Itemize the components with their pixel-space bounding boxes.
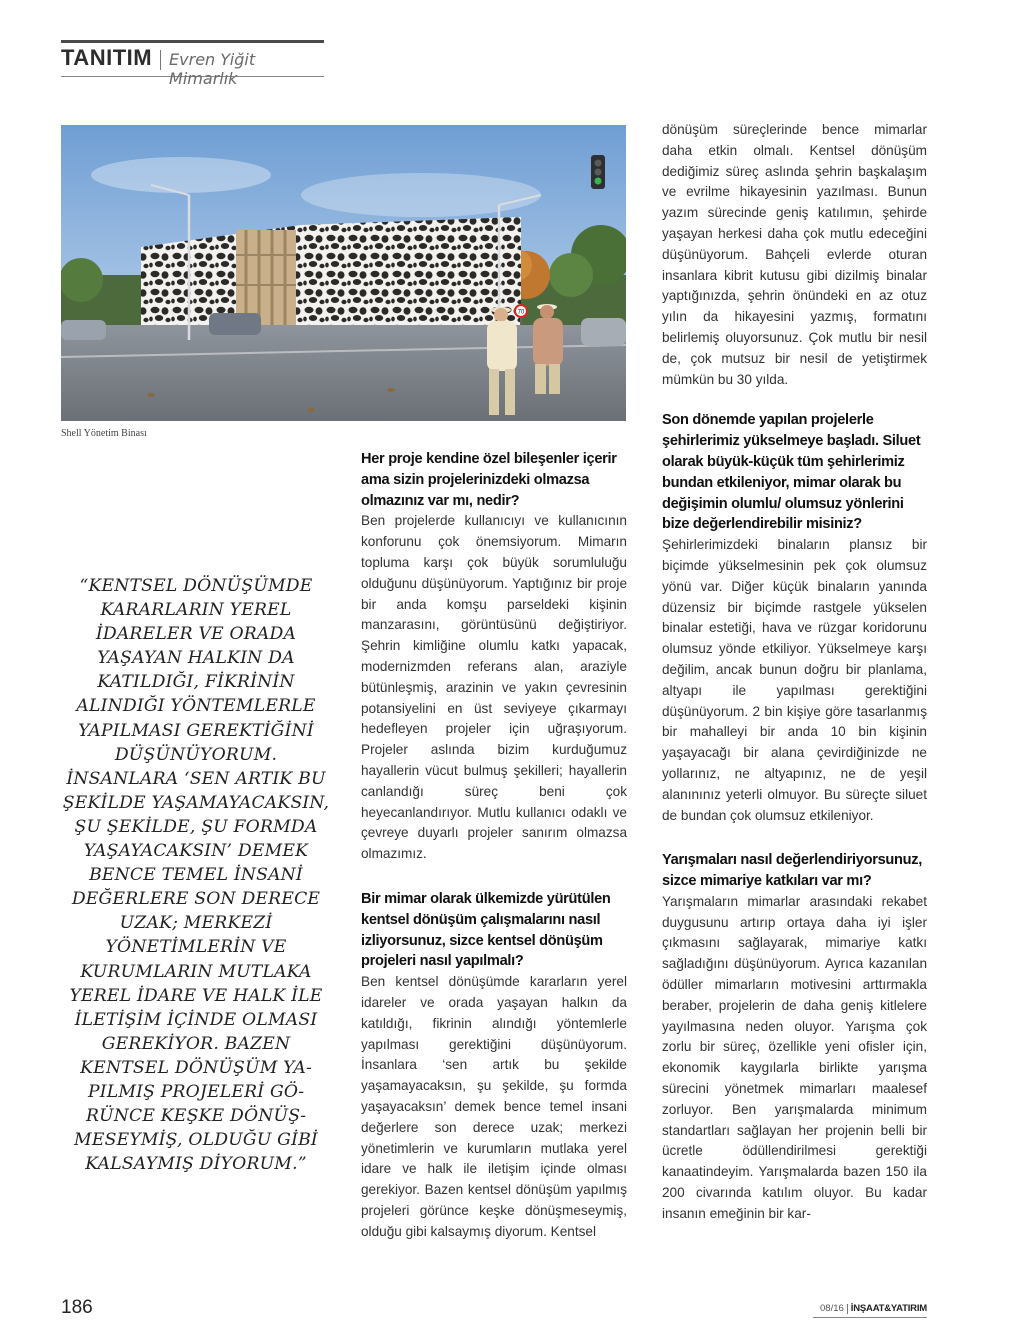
- footer-divider: [847, 1304, 848, 1314]
- question-heading: Her proje kendine özel bileşenler içerir ama sizin projelerinizdeki olmazsa olmazınız var mı, nedir?: [361, 451, 617, 509]
- speed-sign-text: 70: [517, 309, 525, 316]
- page-number: 186: [61, 1297, 93, 1318]
- section-header: [61, 40, 324, 88]
- answer-paragraph: Yarışmaların mimarlar arasındaki rekabet duygusunu artırıp ortaya daha iyi işler çıkmasını sağlayarak, mimariye katkı sağladığını düşünüyorum. Ayrıca kazanılan ödüller mimarların motivesini arttırmakla beraber, projelerin de daha geniş kitlelere yayılmasına neden oluyor. Yarışma çok zorlu bir süreç, özellikle yeni ofisler için, ekonomik kaygılarla birlikte yarışma sürecini yönetmek mimarları maalesef zorluyor. Ben yarışmalarda minimum standartları sağlayan her projenin belli bir ücretle ödüllendirilmesi gerektiği kanaatindeyim. Yarışmalarda bazen 150 ila 200 civarında katılım oluyor. Bu kadar insanın emeğinin bir kar-: [662, 893, 927, 1221]
- answer-paragraph: Ben projelerde kullanıcıyı ve kullanıcının konforunu çok önemsiyorum. Mimarın topluma karşı çok büyük sorumluluğu olduğunu düşünüyorum. Yaptığınız bir proje bir anda komşu parseldeki kişinin manzarasını, görüntüsünü değiştiriyor. Şehrin kimliğine olumlu katkı yapacak, modernizmden referans alan, araziyle bütünleşmiş, arazinin ve yakın çevresinin potansiyelini en üst seviyeye çıkarmayı hedefleyen projeler için uğraşıyorum. Projeler aslında bizim kurduğumuz hayallerin vücut bulmuş şekilleri; hayallerin canlandığı süreç beni çok heyecanlandırıyor. Mutlu kullanıcı odaklı ve çevreye duyarlı projeler sanırım olmazsa olmazımız.: [361, 513, 627, 862]
- answer-paragraph: Ben kentsel dönüşümde kararların yerel idareler ve orada yaşayan halkın da katıldığı, fikrinin alındığı yöntemlerle yapılması gerektiğini düşünüyorum. İnsanlara ‘sen artık bu şekilde yaşamayacaksın, şu şekilde, şu formda yaşayacaksın’ demek bence temel insani değerlere son derece uzak; merkezi yönetimlerin ve kurumların mutlaka yerel idare ve halk ile iletişim içinde olması gerekiyor. Bazen kentsel dönüşüm yapılmış projeleri görünce keşke dönüşmeseymiş, olduğu gibi kalsaymış diyorum. Kentsel: [361, 974, 627, 1239]
- photo-caption: Shell Yönetim Binası: [61, 428, 147, 439]
- firm-name: Evren Yiğit Mimarlık: [169, 50, 256, 88]
- header-divider: [160, 50, 161, 70]
- pull-quote: “KENTSEL DÖNÜŞÜMDE KARARLARIN YEREL İDARELER VE ORADA YAŞAYAN HALKIN DA KATILDIĞI, FİKRİNİN ALINDIĞI YÖNTEMLERLE YAPILMASI GEREKTİĞİNİ DÜŞÜNÜYORUM. İNSANLARA ‘SEN ARTIK BU ŞEKİLDE YAŞAMAYACAKSIN, ŞU ŞEKİLDE, ŞU FORMDA YAŞAYACAKSIN’ DEMEK BENCE TEMEL İNSANİ DEĞERLERE SON DERECE UZAK; MERKEZİ YÖNETİMLERİN VE KURUMLARIN MUTLAKA YEREL İDARE VE HALK İLE İLETİŞİM İÇİNDE OLMASI GEREKİYOR. BAZEN KENTSEL DÖNÜŞÜM YAPILMIŞ PROJELERİ GÖRÜNCE KEŞKE DÖNÜŞMESEYMİŞ, OLDUĞU GİBİ KALSAYMIŞ DİYORUM.”: [62, 576, 330, 1175]
- article-column-3: [662, 120, 927, 1225]
- footer-rule: [813, 1317, 927, 1318]
- question-heading: Yarışmaları nasıl değerlendiriyorsunuz, sizce mimariye katkıları var mı?: [662, 852, 923, 890]
- issue-date: 08/16: [820, 1303, 844, 1314]
- magazine-name: İNŞAAT&YATIRIM: [850, 1303, 927, 1314]
- answer-paragraph: Şehirlerimizdeki binaların plansız bir biçimde yükselmesinin pek çok olumsuz yönü var. Diğer küçük binaların yanında düzensiz bir biçimde rastgele yükselen binalar estetiği, hava ve rüzgar koridorunu olumsuz yönde etkiliyor. Yükselmeye karşı değilim, ancak bunun doğru bir planlama, altyapı ile yapılması gerektiğini düşünüyorum. 2 bin kişiye göre tasarlanmış bir mahalleyi bir anda 10 bin kişinin yaşayacağı bir alana çevirdiğinizde ne yollarınız, ne altyapınız, ne de yeşil alanınınız yeterli olmuyor. Bu süreçte siluet de bundan çok olumsuz etkileniyor.: [662, 537, 927, 823]
- answer-paragraph: dönüşüm süreçlerinde bence mimarlar daha etkin olmalı. Kentsel dönüşüm dediğimiz süreç aslında şehrin başkalaşım ve evrilme hikayesinin yazılması. Bunun yazım sürecinde geniş katılımın, şehirde yaşayan herkesi daha çok mutlu edeceğini düşünüyorum. Bahçeli evlerde oturan insanlara kibrit kutusu gibi dizilmiş binalar yaptığınızda, şehrin önündeki en az otuz yılın da hikayesini yazmış, formatını belirlemiş oluyorsunuz. Çok mutlu bir nesil de, çok mutsuz bir nesil de yetiştirmek mümkün bu 30 yılda.: [662, 122, 927, 387]
- question-heading: Bir mimar olarak ülkemizde yürütülen kentsel dönüşüm çalışmalarını nasıl izliyorsunuz, sizce kentsel dönüşüm projeleri nasıl yapılmalı?: [361, 890, 611, 970]
- article-column-2: [361, 449, 627, 1242]
- building-photo: [61, 125, 626, 421]
- question-heading: Son dönemde yapılan projelerle şehirlerimiz yükselmeye başladı. Siluet olarak büyük-küçük tüm şehirlerimiz bundan etkileniyor, mimar olarak bu değişimin olumlu/ olumsuz yönlerini bize değerlendirebilir misiniz?: [662, 412, 921, 533]
- section-title: TANITIM: [61, 45, 153, 70]
- footer-magazine: [820, 1303, 927, 1314]
